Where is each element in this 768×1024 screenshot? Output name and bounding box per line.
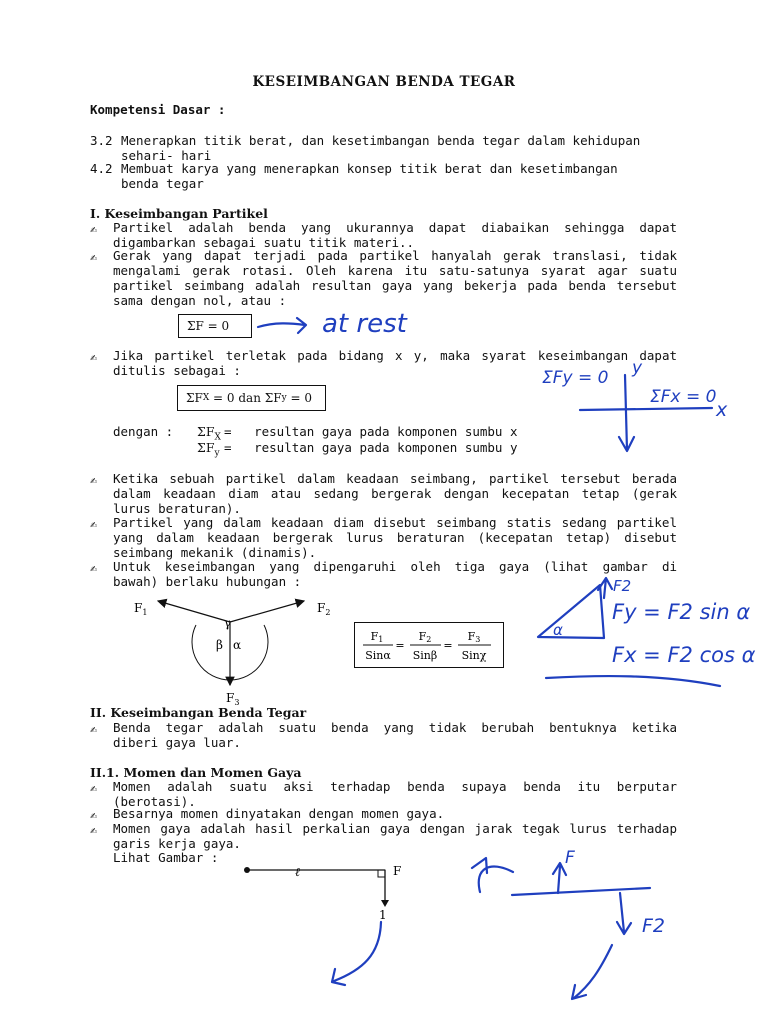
equation-subscript: X bbox=[202, 393, 210, 403]
handwritten-x-axis bbox=[580, 408, 712, 410]
paragraph-line: garis kerja gaya. bbox=[113, 836, 241, 851]
handwritten-y-axis bbox=[619, 375, 634, 451]
paragraph-line: Gerak yang dapat terjadi pada partikel hanyalah gerak translasi, tidak bbox=[113, 248, 677, 263]
fraction-denominator: Sinβ bbox=[412, 649, 438, 662]
gamma-label: γ bbox=[224, 616, 232, 630]
kd-text: sehari- hari bbox=[121, 148, 212, 163]
handwritten-triangle bbox=[538, 585, 604, 638]
paragraph-line: yang dalam keadaan bergerak lurus beraturan (kecepatan tetap) disebut bbox=[113, 530, 677, 545]
paragraph-line: lurus beraturan). bbox=[113, 501, 241, 516]
pencil-bullet-icon: ✍ bbox=[90, 222, 98, 236]
fraction-denominator: Sinα bbox=[365, 649, 391, 662]
pencil-bullet-icon: ✍ bbox=[90, 250, 98, 264]
pencil-bullet-icon: ✍ bbox=[90, 517, 98, 531]
handwritten-note: F2 bbox=[642, 915, 666, 937]
paragraph-line: Partikel adalah benda yang ukurannya dapat diabaikan sehingga dapat bbox=[113, 220, 677, 235]
handwritten-rotation-arrow bbox=[472, 858, 513, 892]
handwritten-note: x bbox=[716, 399, 728, 421]
pencil-bullet-icon: ✍ bbox=[90, 823, 98, 837]
paragraph-line: Momen gaya adalah hasil perkalian gaya dengan jarak tegak lurus terhadap bbox=[113, 821, 677, 836]
handwritten-note: Fx = F2 cos α bbox=[612, 643, 756, 667]
equation-part: = 0 bbox=[286, 391, 312, 405]
fraction-numerator: F3 bbox=[467, 630, 481, 644]
handwritten-force-arrow bbox=[617, 893, 631, 934]
section-heading: II. Keseimbangan Benda Tegar bbox=[90, 705, 307, 720]
symbol-subscript: y bbox=[214, 448, 220, 459]
handwritten-note: ΣFy = 0 bbox=[542, 368, 609, 388]
handwritten-rotation-arrow bbox=[572, 945, 612, 999]
length-label: ℓ bbox=[295, 865, 300, 879]
handwritten-note: Fy = F2 sin α bbox=[612, 600, 751, 624]
symbol-text: ΣF bbox=[197, 424, 215, 439]
paragraph-line: Benda tegar adalah suatu benda yang tidak berubah bentuknya ketika bbox=[113, 720, 677, 735]
paragraph-line: Besarnya momen dinyatakan dengan momen gaya. bbox=[113, 806, 445, 821]
paragraph-line: Partikel yang dalam keadaan diam disebut seimbang statis sedang partikel bbox=[113, 515, 677, 530]
paragraph-line: ditulis sebagai : bbox=[113, 363, 241, 378]
fraction-denominator: Sinχ bbox=[461, 649, 487, 662]
section-heading: II.1. Momen dan Momen Gaya bbox=[90, 765, 302, 780]
handwritten-arrow bbox=[258, 318, 306, 333]
fraction-numerator: F1 bbox=[370, 630, 384, 644]
kd-text: Membuat karya yang menerapkan konsep titik berat dan kesetimbangan bbox=[121, 161, 618, 176]
handwritten-note: F2 bbox=[613, 577, 632, 595]
kd-number: 3.2 bbox=[90, 133, 113, 148]
symbol-text: ΣF bbox=[197, 440, 215, 455]
handwritten-note: at rest bbox=[322, 309, 407, 339]
pencil-bullet-icon: ✍ bbox=[90, 781, 98, 795]
fraction-numerator: F2 bbox=[418, 630, 432, 644]
section-heading: I. Keseimbangan Partikel bbox=[90, 206, 268, 221]
paragraph-line: (berotasi). bbox=[113, 794, 196, 809]
equation-subscript: y bbox=[281, 393, 287, 403]
kd-text: Menerapkan titik berat, dan kesetimbangan benda tegar dalam kehidupan bbox=[121, 133, 641, 148]
handwritten-note: y bbox=[632, 358, 643, 378]
paragraph-line: Ketika sebuah partikel dalam keadaan seimbang, partikel tersebut berada bbox=[113, 471, 677, 486]
definition-text: = resultan gaya pada komponen sumbu x bbox=[224, 424, 518, 439]
paragraph-line: Untuk keseimbangan yang dipengaruhi oleh tiga gaya (lihat gambar di bbox=[113, 559, 677, 574]
dengan-label: dengan : bbox=[113, 424, 174, 439]
paragraph-line: diberi gaya luar. bbox=[113, 735, 241, 750]
paragraph-line: mengalami gerak rotasi. Oleh karena itu satu-satunya syarat agar suatu bbox=[113, 263, 677, 278]
handwritten-underline bbox=[546, 676, 720, 686]
paragraph-line: seimbang mekanik (dinamis). bbox=[113, 545, 317, 560]
pencil-bullet-icon: ✍ bbox=[90, 473, 98, 487]
force-f2-label: $F_2$ bbox=[317, 601, 331, 617]
paragraph-line: Jika partikel terletak pada bidang x y, maka syarat keseimbangan dapat bbox=[113, 348, 677, 363]
equation-box: ΣF = 0 bbox=[178, 314, 252, 338]
pencil-bullet-icon: ✍ bbox=[90, 722, 98, 736]
equals-sign: = bbox=[395, 639, 405, 652]
handwritten-beam bbox=[512, 888, 650, 895]
pencil-bullet-icon: ✍ bbox=[90, 561, 98, 575]
kd-number: 4.2 bbox=[90, 161, 113, 176]
force-f3-label: $F_3$ bbox=[226, 691, 240, 707]
handwritten-note: F bbox=[565, 848, 575, 868]
definition-text: = resultan gaya pada komponen sumbu y bbox=[224, 440, 518, 455]
paragraph-line: bawah) berlaku hubungan : bbox=[113, 574, 302, 589]
paragraph-line: partikel seimbang adalah resultan gaya yang bekerja pada benda tersebut bbox=[113, 278, 677, 293]
alpha-label: α bbox=[233, 638, 242, 652]
handwritten-note: α bbox=[553, 621, 563, 639]
pencil-bullet-icon: ✍ bbox=[90, 808, 98, 822]
equals-sign: = bbox=[443, 639, 453, 652]
paragraph-line: dalam keadaan diam atau sedang bergerak dengan kecepatan tetap (gerak bbox=[113, 486, 677, 501]
paragraph-line: digambarkan sebagai suatu titik materi.. bbox=[113, 235, 415, 250]
handwritten-note: ΣFx = 0 bbox=[650, 387, 717, 407]
kompetensi-dasar-label: Kompetensi Dasar : bbox=[90, 102, 226, 117]
equation-part: = 0 dan ΣF bbox=[209, 391, 282, 405]
equation-part: ΣF bbox=[186, 391, 203, 405]
kd-text: benda tegar bbox=[121, 176, 204, 191]
beta-label: β bbox=[216, 638, 223, 652]
number-label: 1 bbox=[379, 908, 387, 922]
paragraph-line: sama dengan nol, atau : bbox=[113, 293, 287, 308]
symbol-subscript: X bbox=[214, 432, 221, 443]
paragraph-line: Momen adalah suatu aksi terhadap benda supaya benda itu berputar bbox=[113, 779, 677, 794]
pencil-bullet-icon: ✍ bbox=[90, 350, 98, 364]
lihat-gambar-label: Lihat Gambar : bbox=[113, 850, 219, 865]
page-title: KESEIMBANGAN BENDA TEGAR bbox=[252, 74, 516, 90]
handwritten-rotation-arrow bbox=[332, 922, 381, 985]
force-f1-label: $F_1$ bbox=[134, 601, 148, 617]
force-label: F bbox=[393, 864, 402, 878]
